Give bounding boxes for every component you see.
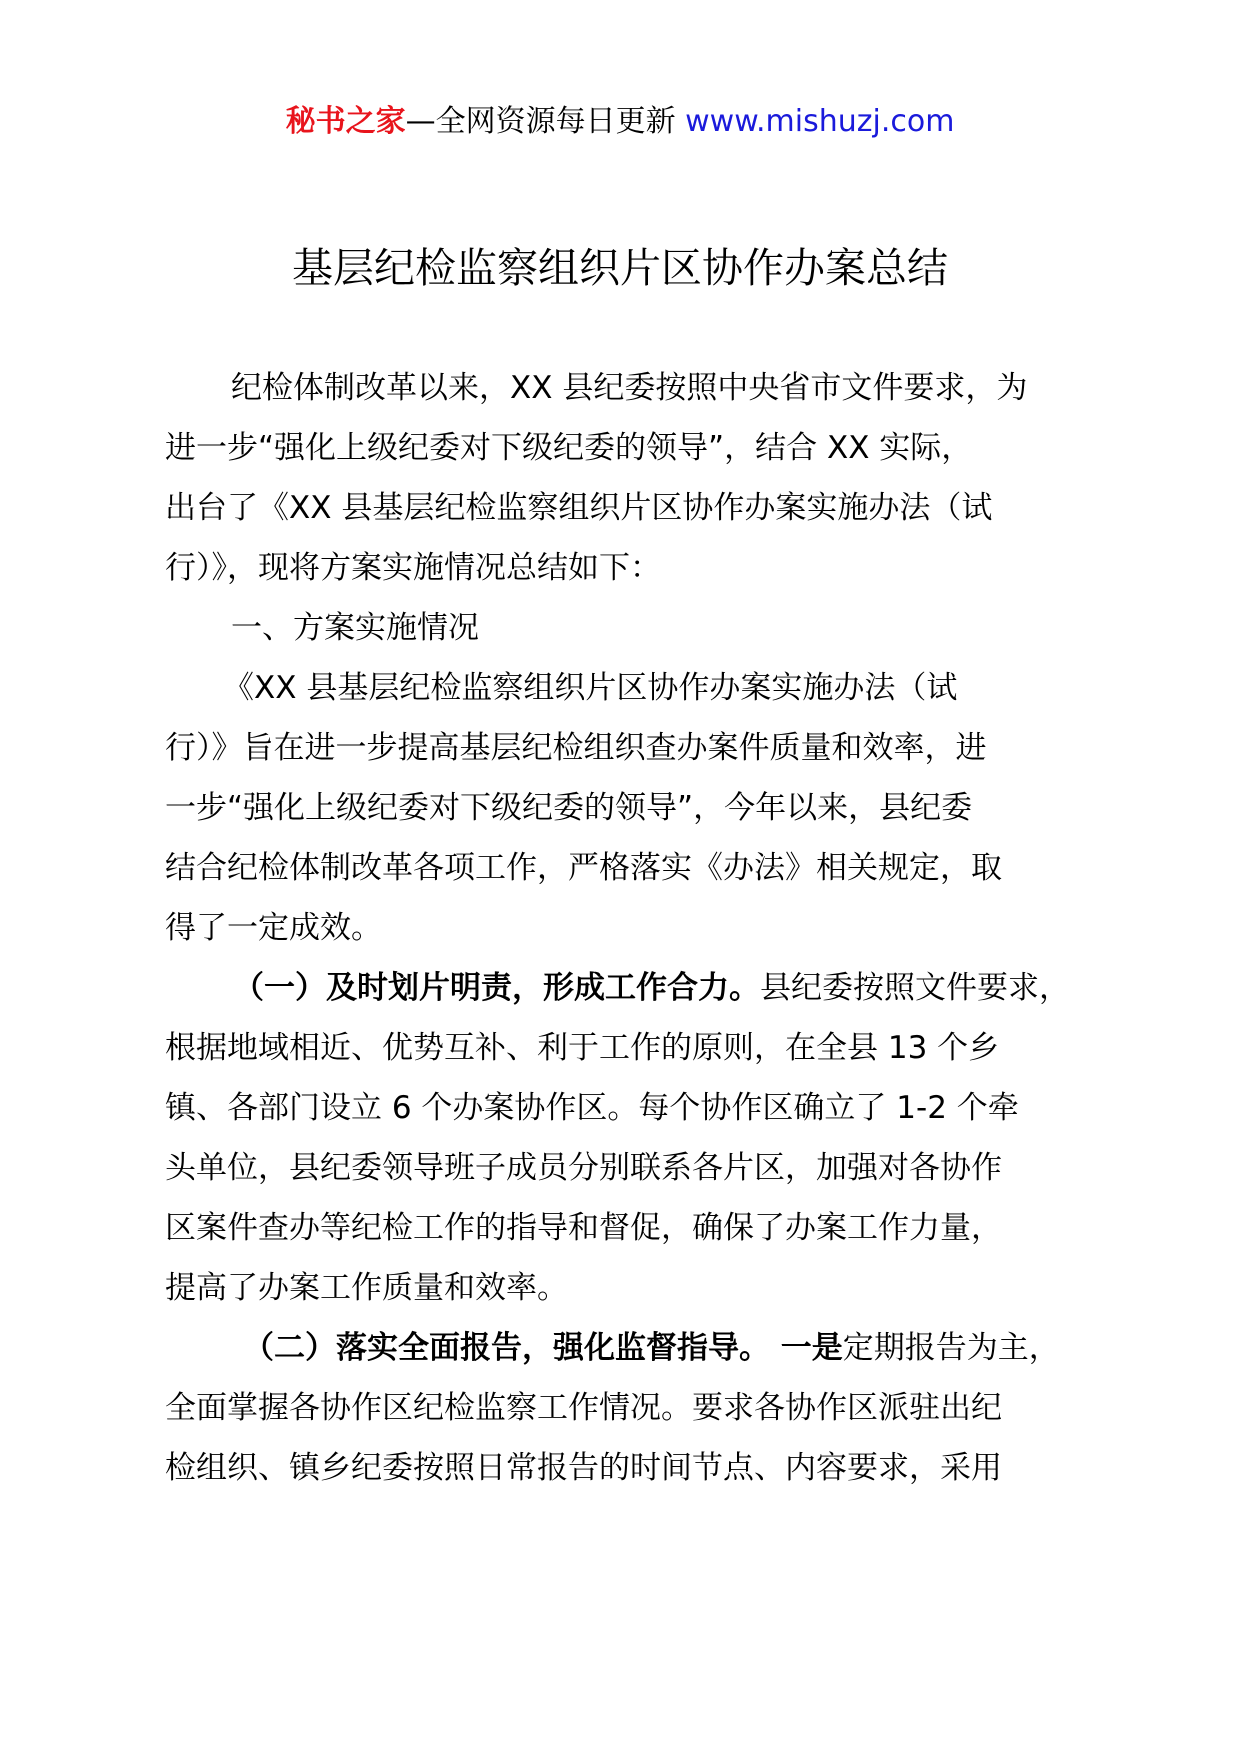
point-two-heading: （二）落实全面报告，强化监督指导。	[243, 1330, 770, 1366]
document-title: 基层纪检监察组织片区协作办案总结	[292, 244, 948, 292]
point-one-first-line	[165, 958, 1105, 1018]
site-header	[0, 100, 1240, 144]
section-line: 行）》旨在进一步提高基层纪检组织查办案件质量和效率，进	[165, 730, 987, 766]
point-two-first-line	[165, 1318, 1105, 1378]
point-one-line: 区案件查办等纪检工作的指导和督促，确保了办案工作力量，	[165, 1210, 1002, 1246]
intro-line: 进一步“强化上级纪委对下级纪委的领导”，结合 XX 实际，	[165, 430, 973, 466]
point-one-text: 县纪委按照文件要求，	[760, 970, 1070, 1006]
point-one-line: 头单位，县纪委领导班子成员分别联系各片区，加强对各协作	[165, 1150, 1002, 1186]
section-line: 一步“强化上级纪委对下级纪委的领导”，今年以来，县纪委	[165, 790, 973, 826]
intro-line: 纪检体制改革以来，XX 县纪委按照中央省市文件要求，为	[231, 370, 1028, 406]
intro-line: 出台了《XX 县基层纪检监察组织片区协作办案实施办法（试	[165, 490, 993, 526]
section-heading: 一、方案实施情况	[231, 610, 479, 646]
section-line: 得了一定成效。	[165, 910, 382, 946]
header-slogan: —全网资源每日更新	[405, 104, 686, 139]
point-one-line: 镇、各部门设立 6 个办案协作区。每个协作区确立了 1-2 个牵	[165, 1090, 1019, 1126]
point-two-sub-label: 一是	[770, 1330, 843, 1366]
point-two-line: 检组织、镇乡纪委按照日常报告的时间节点、内容要求，采用	[165, 1450, 1002, 1486]
site-url-link[interactable]: www.mishuzj.com	[685, 104, 955, 139]
point-two-text: 定期报告为主，	[842, 1330, 1060, 1366]
section-line: 结合纪检体制改革各项工作，严格落实《办法》相关规定，取	[165, 850, 1002, 886]
brand-name: 秘书之家	[285, 104, 406, 139]
point-one-line: 提高了办案工作质量和效率。	[165, 1270, 568, 1306]
document-body	[165, 358, 1105, 1498]
section-line: 《XX 县基层纪检监察组织片区协作办案实施办法（试	[223, 670, 958, 706]
point-one-heading: （一）及时划片明责，形成工作合力。	[233, 970, 760, 1006]
intro-line: 行）》，现将方案实施情况总结如下：	[165, 550, 661, 586]
point-two-line: 全面掌握各协作区纪检监察工作情况。要求各协作区派驻出纪	[165, 1390, 1002, 1426]
point-one-line: 根据地域相近、优势互补、利于工作的原则，在全县 13 个乡	[165, 1030, 1000, 1066]
